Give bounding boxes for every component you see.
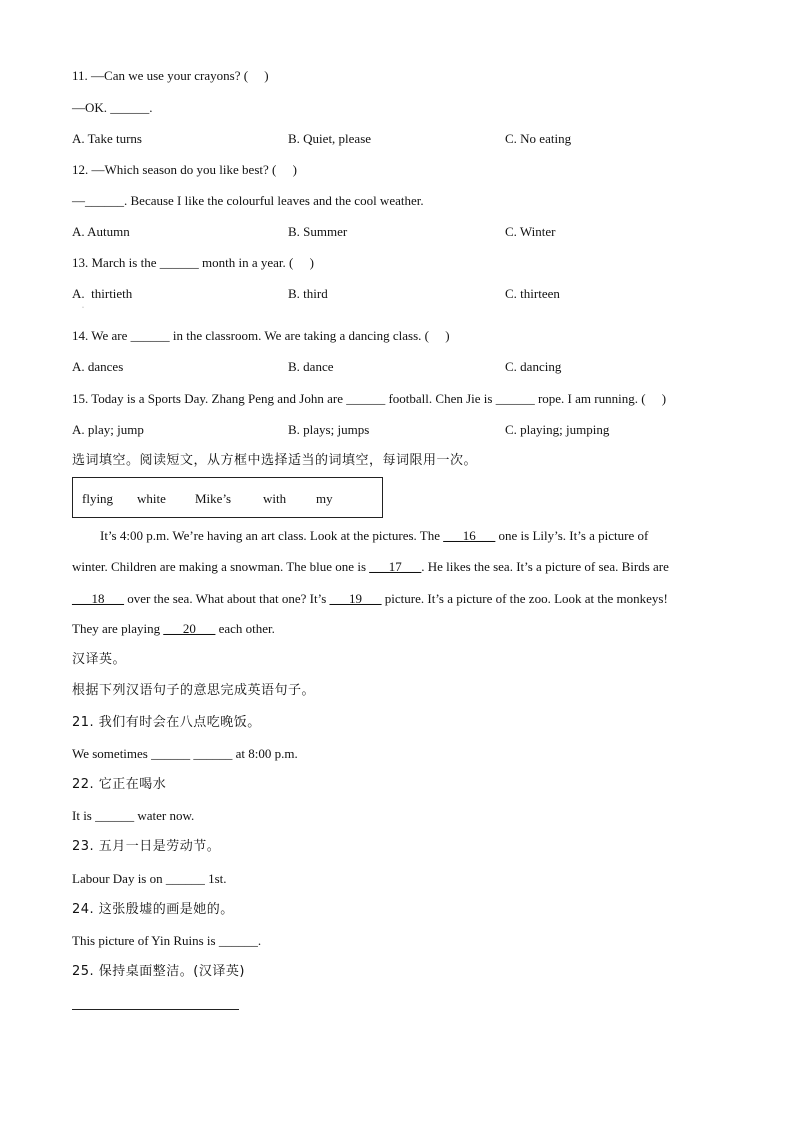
question-11-option-b: B. Quiet, please bbox=[288, 131, 372, 146]
cloze-section-title: 选词填空。阅读短文，从方框中选择适当的词填空，每词限用一次。 bbox=[72, 453, 478, 468]
cloze-blank-20: ___20___ bbox=[163, 621, 216, 636]
translate-item-23-en: Labour Day is on ______ 1st. bbox=[72, 871, 227, 886]
translate-section-instruction: 根据下列汉语句子的意思完成英语句子。 bbox=[72, 683, 316, 698]
cloze-passage-line-1: It’s 4:00 p.m. We’re having an art class. Look at the pictures. The ___16___ one is Lily’s. It’s a picture of bbox=[100, 528, 649, 543]
word-bank-box bbox=[72, 477, 383, 518]
answer-line-25 bbox=[72, 1009, 239, 1010]
question-13-option-b: B. third bbox=[288, 286, 328, 301]
question-15-option-c: C. playing; jumping bbox=[505, 422, 610, 437]
question-12-option-b: B. Summer bbox=[288, 224, 348, 239]
question-14-stem: 14. We are ______ in the classroom. We are taking a dancing class. ( ) bbox=[72, 328, 450, 343]
word-bank-item: flying bbox=[82, 491, 114, 506]
question-14-option-a: A. dances bbox=[72, 359, 124, 374]
word-bank-item: my bbox=[316, 491, 333, 506]
word-bank-item: Mike’s bbox=[195, 491, 232, 506]
question-14-option-b: B. dance bbox=[288, 359, 334, 374]
translate-item-22-cn: 22. 它正在喝水 bbox=[72, 777, 167, 792]
cloze-passage-line-2: winter. Children are making a snowman. The blue one is ___17___. He likes the sea. It’s a picture of sea. Birds are bbox=[72, 559, 669, 574]
translate-item-24-en: This picture of Yin Ruins is ______. bbox=[72, 933, 262, 948]
cloze-passage-line-3: ___18___ over the sea. What about that one? It’s ___19___ picture. It’s a picture of the zoo. Look at the monkeys! bbox=[72, 591, 668, 606]
question-11-option-c: C. No eating bbox=[505, 131, 572, 146]
question-12-option-a: A. Autumn bbox=[72, 224, 130, 239]
translate-section-title: 汉译英。 bbox=[72, 652, 127, 667]
translate-item-22-en: It is ______ water now. bbox=[72, 808, 195, 823]
translate-item-24-cn: 24. 这张殷墟的画是她的。 bbox=[72, 902, 234, 917]
cloze-blank-16: ___16___ bbox=[443, 528, 496, 543]
question-13-stem: 13. March is the ______ month in a year. ( ) bbox=[72, 255, 314, 270]
translate-item-25-cn: 25. 保持桌面整洁。(汉译英) bbox=[72, 964, 245, 979]
question-12-stem: 12. —Which season do you like best? ( ) bbox=[72, 162, 297, 177]
question-11-reply: —OK. ______. bbox=[72, 100, 153, 115]
question-15-option-b: B. plays; jumps bbox=[288, 422, 370, 437]
stray-mark: · bbox=[82, 305, 84, 311]
cloze-blank-17: ___17___ bbox=[369, 559, 422, 574]
question-11-stem: 11. —Can we use your crayons? ( ) bbox=[72, 68, 269, 83]
cloze-passage-line-4: They are playing ___20___ each other. bbox=[72, 621, 275, 636]
cloze-blank-18: ___18___ bbox=[72, 591, 124, 606]
translate-item-21-en: We sometimes ______ ______ at 8:00 p.m. bbox=[72, 746, 298, 761]
question-15-option-a: A. play; jump bbox=[72, 422, 144, 437]
cloze-blank-19: ___19___ bbox=[329, 591, 382, 606]
question-12-reply: —______. Because I like the colourful leaves and the cool weather. bbox=[72, 193, 424, 208]
word-bank-item: white bbox=[137, 491, 166, 506]
question-12-option-c: C. Winter bbox=[505, 224, 556, 239]
question-11-option-a: A. Take turns bbox=[72, 131, 142, 146]
question-14-option-c: C. dancing bbox=[505, 359, 562, 374]
translate-item-23-cn: 23. 五月一日是劳动节。 bbox=[72, 839, 221, 854]
question-13-option-a: A. thirtieth bbox=[72, 286, 133, 301]
question-15-stem: 15. Today is a Sports Day. Zhang Peng and John are ______ football. Chen Jie is ______ rope. I am running. ( ) bbox=[72, 391, 667, 406]
word-bank-item: with bbox=[263, 491, 287, 506]
translate-item-21-cn: 21. 我们有时会在八点吃晚饭。 bbox=[72, 715, 261, 730]
question-13-option-c: C. thirteen bbox=[505, 286, 560, 301]
